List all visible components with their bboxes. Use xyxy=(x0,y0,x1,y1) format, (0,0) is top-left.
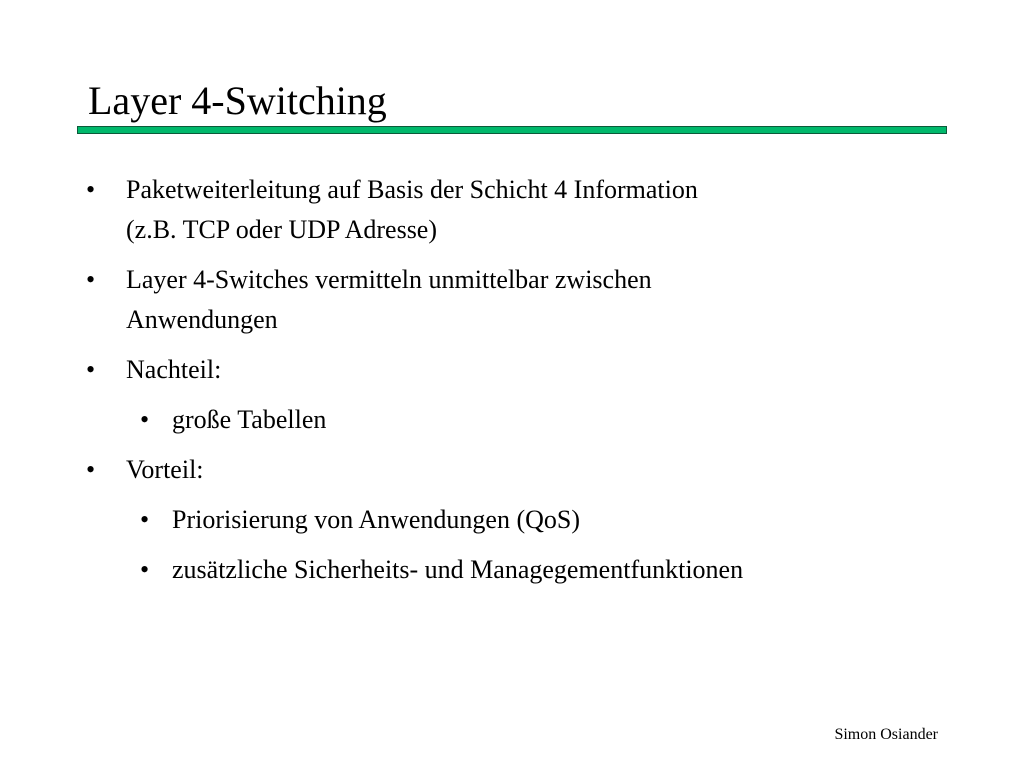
bullet-line: zusätzliche Sicherheits- und Managegementfunktionen xyxy=(172,555,744,584)
slide-title: Layer 4-Switching xyxy=(88,78,387,123)
bullet-dot-icon: • xyxy=(140,555,150,584)
bullet-item xyxy=(0,170,1024,250)
bullet-list xyxy=(0,170,1024,600)
bullet-line: Vorteil: xyxy=(126,455,204,484)
bullet-item xyxy=(0,350,1024,390)
bullet-dot-icon: • xyxy=(86,175,96,204)
footer-author: Simon Osiander xyxy=(834,726,938,743)
bullet-line: Paketweiterleitung auf Basis der Schicht 4 Information xyxy=(126,175,698,204)
bullet-line: Priorisierung von Anwendungen (QoS) xyxy=(172,505,581,534)
bullet-dot-icon: • xyxy=(86,455,96,484)
title-underline xyxy=(77,126,947,134)
sub-bullet-item xyxy=(0,500,1024,540)
bullet-item xyxy=(0,450,1024,490)
bullet-line: Anwendungen xyxy=(126,305,278,334)
bullet-dot-icon: • xyxy=(86,355,96,384)
bullet-dot-icon: • xyxy=(86,265,96,294)
bullet-line: Nachteil: xyxy=(126,355,222,384)
bullet-line: Layer 4-Switches vermitteln unmittelbar zwischen xyxy=(126,265,652,294)
bullet-line: (z.B. TCP oder UDP Adresse) xyxy=(126,215,438,244)
bullet-dot-icon: • xyxy=(140,505,150,534)
bullet-item xyxy=(0,260,1024,340)
bullet-line: große Tabellen xyxy=(172,405,327,434)
sub-bullet-item xyxy=(0,400,1024,440)
sub-bullet-item xyxy=(0,550,1024,590)
bullet-dot-icon: • xyxy=(140,405,150,434)
